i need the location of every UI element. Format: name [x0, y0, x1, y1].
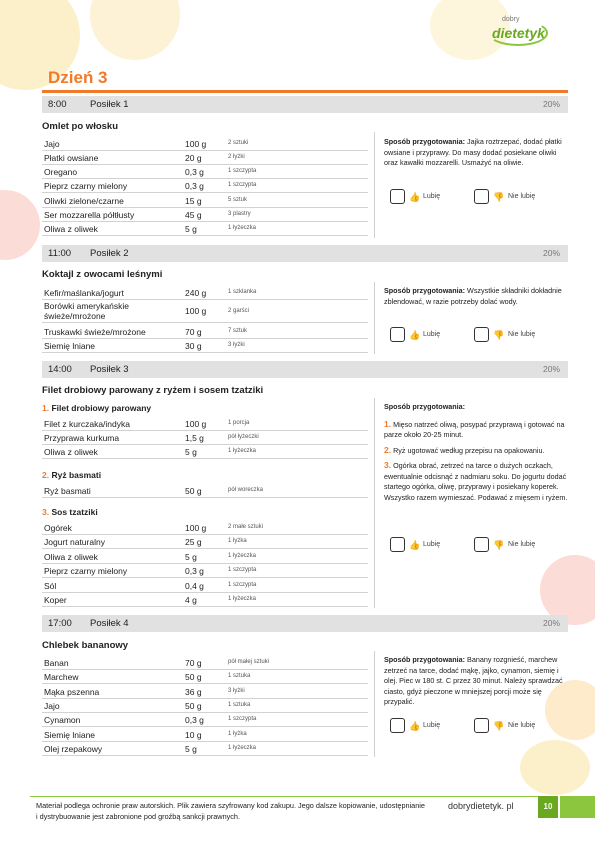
ingredient-measure: 1 łyżeczka [228, 553, 257, 559]
ingredient-name: Cynamon [44, 715, 81, 725]
meal-header [42, 361, 568, 378]
ingredient-amount: 5 g [185, 552, 197, 562]
ingredient-row [42, 484, 368, 498]
like-checkbox[interactable] [390, 537, 405, 552]
dish-title: Omlet po włosku [42, 121, 119, 132]
meal-percent: 20% [542, 364, 560, 374]
ingredient-measure: 1 łyżka [228, 538, 247, 544]
preparation-label: Sposób przygotowania: [384, 286, 466, 295]
step-number: 2. [384, 444, 392, 455]
ingredient-row [42, 564, 368, 578]
ingredient-amount: 25 g [185, 537, 202, 547]
ingredient-measure: 2 sztuki [228, 140, 249, 146]
sub-recipe-name: Ryż basmati [51, 470, 102, 480]
ingredient-amount: 30 g [185, 341, 202, 351]
ingredient-row [42, 208, 368, 222]
sub-recipe-number: 1. [42, 403, 50, 413]
meal-header [42, 245, 568, 262]
logo-text: dietetyk [492, 25, 545, 41]
ingredient-measure: pół łyżeczki [228, 434, 259, 440]
ingredient-row [42, 521, 368, 535]
meal-percent: 20% [542, 248, 560, 258]
ingredient-amount: 70 g [185, 658, 202, 668]
ingredient-row [42, 728, 368, 742]
thumbs-down-icon: 👎 [493, 192, 505, 202]
ingredient-row [42, 535, 368, 549]
preparation-body: Jajka roztrzepać, dodać płatki owsiane i przyprawy. Do masy dodać posiekane oliwki oraz kawałki mozzarelli. Usmażyć na oliwie. [384, 137, 562, 167]
meal-percent: 20% [542, 618, 560, 628]
like-label: Lubię [423, 331, 441, 338]
like-checkbox[interactable] [390, 718, 405, 733]
ingredient-measure: 1 łyżeczka [228, 225, 257, 231]
dislike-label: Nie lubię [508, 193, 536, 200]
dislike-label: Nie lubię [508, 331, 536, 338]
ingredient-row [42, 685, 368, 699]
column-divider [374, 132, 375, 238]
thumbs-down-icon: 👎 [493, 721, 505, 731]
rating-row [390, 718, 560, 734]
sub-recipe-title [42, 403, 151, 413]
ingredient-name: Borówki amerykańskie świeże/mrożone [44, 301, 130, 321]
dislike-label: Nie lubię [508, 722, 536, 729]
meal-time: 8:00 [48, 99, 67, 110]
dish-title: Filet drobiowy parowany z ryżem i sosem tzatziki [42, 385, 264, 396]
ingredient-amount: 50 g [185, 701, 202, 711]
ingredient-name: Oregano [44, 167, 78, 177]
ingredient-row [42, 656, 368, 670]
step-text: Ogórka obrać, zetrzeć na tarce o dużych oczkach, ewentualnie odcisnąć z nadmiaru soku. Do jogurtu dodać startego ogórka, oliwę, przyprawy i posiekany koperek. Wszystko razem wymieszać. Podawać z mięsem i ryżem. [384, 461, 568, 502]
ingredient-name: Banan [44, 658, 69, 668]
sub-recipe-name: Sos tzatziki [51, 507, 98, 517]
ingredient-row [42, 593, 368, 607]
ingredient-amount: 70 g [185, 327, 202, 337]
ingredient-measure: 5 sztuk [228, 197, 248, 203]
ingredient-amount: 0,3 g [185, 566, 204, 576]
meal-header [42, 615, 568, 632]
ingredient-amount: 15 g [185, 196, 202, 206]
rating-row [390, 327, 560, 343]
meal-percent: 20% [542, 99, 560, 109]
ingredient-amount: 0,4 g [185, 581, 204, 591]
step-number: 3. [384, 460, 392, 470]
ingredient-measure: pół małej sztuki [228, 659, 270, 665]
preparation-text [384, 402, 568, 506]
ingredient-amount: 5 g [185, 224, 197, 234]
ingredient-row [42, 137, 368, 151]
ingredient-name: Ser mozzarella półtłusty [44, 210, 135, 220]
meal-name: Posiłek 3 [90, 364, 129, 375]
thumbs-up-icon: 👍 [409, 330, 421, 340]
ingredient-measure: 3 łyżki [228, 688, 245, 694]
ingredient-measure: pół woreczka [228, 487, 264, 493]
ingredient-name: Truskawki świeże/mrożone [44, 327, 146, 337]
ingredient-name: Oliwa z oliwek [44, 552, 98, 562]
dish-title: Chlebek bananowy [42, 640, 129, 651]
preparation-text [384, 286, 568, 307]
ingredient-measure: 2 garści [228, 308, 250, 314]
ingredient-amount: 20 g [185, 153, 202, 163]
ingredient-name: Siemię lniane [44, 730, 96, 740]
meal-time: 14:00 [48, 364, 72, 375]
ingredient-measure: 7 sztuk [228, 328, 248, 334]
ingredient-amount: 50 g [185, 486, 202, 496]
ingredient-amount: 4 g [185, 595, 197, 605]
sub-recipe-title [42, 507, 98, 517]
ingredient-row [42, 179, 368, 193]
ingredient-row [42, 300, 368, 323]
ingredient-name: Ryż basmati [44, 486, 91, 496]
preparation-label: Sposób przygotowania: [384, 655, 466, 664]
meal-name: Posiłek 2 [90, 248, 129, 259]
ingredient-name: Jajo [44, 139, 60, 149]
ingredient-name: Koper [44, 595, 67, 605]
brand-logo [488, 14, 552, 48]
thumbs-up-icon: 👍 [409, 540, 421, 550]
ingredient-row [42, 286, 368, 300]
ingredient-amount: 100 g [185, 306, 207, 316]
meal-name: Posiłek 4 [90, 618, 129, 629]
ingredient-name: Płatki owsiane [44, 153, 99, 163]
ingredient-row [42, 579, 368, 593]
ingredient-measure: 1 szczypta [228, 182, 257, 188]
ingredient-amount: 45 g [185, 210, 202, 220]
ingredient-amount: 240 g [185, 288, 207, 298]
ingredient-measure: 1 szczypta [228, 168, 257, 174]
preparation-label: Sposób przygotowania: [384, 402, 466, 411]
ingredient-measure: 1 łyżeczka [228, 448, 257, 454]
ingredient-measure: 1 łyżka [228, 731, 247, 737]
ingredient-name: Jogurt naturalny [44, 537, 105, 547]
step-text: Ryż ugotować według przepisu na opakowaniu. [391, 445, 545, 455]
meal-header [42, 96, 568, 113]
ingredient-row [42, 325, 368, 339]
preparation-label: Sposób przygotowania: [384, 137, 466, 146]
ingredient-measure: 1 szczypta [228, 567, 257, 573]
ingredient-row [42, 550, 368, 564]
page-number: 10 [538, 796, 558, 818]
thumbs-down-icon: 👎 [493, 330, 505, 340]
ingredient-measure: 1 łyżeczka [228, 596, 257, 602]
sub-recipe-number: 2. [42, 470, 50, 480]
step-number: 1. [384, 418, 392, 429]
ingredient-measure: 1 sztuka [228, 673, 251, 679]
ingredient-name: Oliwa z oliwek [44, 447, 98, 457]
ingredient-row [42, 742, 368, 756]
ingredient-row [42, 165, 368, 179]
ingredient-name: Marchew [44, 672, 79, 682]
ingredient-name: Oliwki zielone/czarne [44, 196, 124, 206]
like-label: Lubię [423, 722, 441, 729]
dislike-checkbox[interactable] [474, 189, 489, 204]
sub-recipe-name: Filet drobiowy parowany [51, 403, 152, 413]
dislike-label: Nie lubię [508, 541, 536, 548]
like-label: Lubię [423, 541, 441, 548]
sub-recipe-title [42, 470, 101, 480]
ingredient-name: Olej rzepakowy [44, 744, 103, 754]
meal-time: 11:00 [48, 248, 72, 259]
ingredient-row [42, 194, 368, 208]
ingredient-name: Przyprawa kurkuma [44, 433, 120, 443]
citrus-decoration [0, 190, 40, 260]
rating-row [390, 189, 560, 205]
sub-recipe-number: 3. [42, 507, 50, 517]
like-checkbox[interactable] [390, 327, 405, 342]
step-text: Mięso natrzeć oliwą, posypać przyprawą i gotować na parze około 20-25 minut. [384, 419, 565, 439]
footer-site-link[interactable]: dobrydietetyk. pl [448, 801, 514, 811]
ingredient-amount: 10 g [185, 730, 202, 740]
preparation-text [384, 655, 568, 708]
ingredient-row [42, 339, 368, 353]
thumbs-up-icon: 👍 [409, 721, 421, 731]
ingredient-amount: 36 g [185, 687, 202, 697]
ingredient-amount: 50 g [185, 672, 202, 682]
ingredient-measure: 1 szczypta [228, 582, 257, 588]
title-divider [42, 90, 568, 93]
rating-row [390, 537, 560, 553]
dislike-checkbox[interactable] [474, 327, 489, 342]
meal-name: Posiłek 1 [90, 99, 129, 110]
ingredient-row [42, 699, 368, 713]
ingredient-row [42, 417, 368, 431]
column-divider [374, 282, 375, 354]
footer-divider [30, 796, 538, 797]
preparation-body: Wszystkie składniki dokładnie zblendować, w razie potrzeby dolać wody. [384, 286, 562, 306]
ingredient-name: Ogórek [44, 523, 72, 533]
ingredient-row [42, 713, 368, 727]
ingredient-name: Jajo [44, 701, 60, 711]
ingredient-name: Oliwa z oliwek [44, 224, 98, 234]
ingredient-amount: 100 g [185, 139, 207, 149]
thumbs-up-icon: 👍 [409, 192, 421, 202]
ingredient-row [42, 445, 368, 459]
ingredient-row [42, 670, 368, 684]
preparation-text [384, 137, 568, 169]
column-divider [374, 398, 375, 608]
ingredient-amount: 0,3 g [185, 181, 204, 191]
citrus-decoration [90, 0, 180, 60]
thumbs-down-icon: 👎 [493, 540, 505, 550]
preparation-body: Banany rozgnieść, marchew zetrzeć na tarce, dodać mąkę, jajko, cynamon, siemię i olej. Piec w 180 st. C przez 30 minut. Należy sprawdzać ciasto, gdyż pieczone w mniejszej porcji może się przypalić. [384, 655, 563, 706]
ingredient-amount: 100 g [185, 419, 207, 429]
ingredient-row [42, 431, 368, 445]
ingredient-amount: 100 g [185, 523, 207, 533]
dislike-checkbox[interactable] [474, 537, 489, 552]
ingredient-row [42, 151, 368, 165]
ingredient-name: Pieprz czarny mielony [44, 566, 128, 576]
like-label: Lubię [423, 193, 441, 200]
ingredient-measure: 1 szczypta [228, 716, 257, 722]
ingredient-name: Mąka pszenna [44, 687, 100, 697]
ingredient-measure: 1 szklanka [228, 289, 257, 295]
ingredient-amount: 5 g [185, 744, 197, 754]
column-divider [374, 651, 375, 757]
ingredient-name: Filet z kurczaka/indyka [44, 419, 130, 429]
dish-title: Koktajl z owocami leśnymi [42, 269, 163, 280]
ingredient-measure: 1 sztuka [228, 702, 251, 708]
ingredient-measure: 2 łyżki [228, 154, 245, 160]
ingredient-measure: 1 łyżeczka [228, 745, 257, 751]
ingredient-amount: 0,3 g [185, 715, 204, 725]
ingredient-name: Siemię lniane [44, 341, 96, 351]
meal-time: 17:00 [48, 618, 72, 629]
dislike-checkbox[interactable] [474, 718, 489, 733]
ingredient-amount: 0,3 g [185, 167, 204, 177]
ingredient-name: Kefir/maślanka/jogurt [44, 288, 124, 298]
copyright-notice: Materiał podlega ochronie praw autorskich. Plik zawiera szyfrowany kod zakupu. Jego dalsze kopiowanie, udostępnianie i dystrybuowanie jest zabronione pod groźbą sankcji prawnych. [36, 801, 425, 821]
ingredient-amount: 5 g [185, 447, 197, 457]
like-checkbox[interactable] [390, 189, 405, 204]
logo-small-text: dobry [502, 16, 520, 23]
ingredient-amount: 1,5 g [185, 433, 204, 443]
ingredient-row [42, 222, 368, 236]
day-title: Dzień 3 [48, 68, 108, 87]
ingredient-measure: 3 łyżki [228, 342, 245, 348]
ingredient-measure: 2 małe sztuki [228, 524, 264, 530]
ingredient-measure: 1 porcja [228, 420, 250, 426]
ingredient-measure: 3 plastry [228, 211, 251, 217]
citrus-decoration [520, 740, 590, 795]
ingredient-name: Pieprz czarny mielony [44, 181, 128, 191]
footer-accent-block [560, 796, 595, 818]
ingredient-name: Sól [44, 581, 57, 591]
